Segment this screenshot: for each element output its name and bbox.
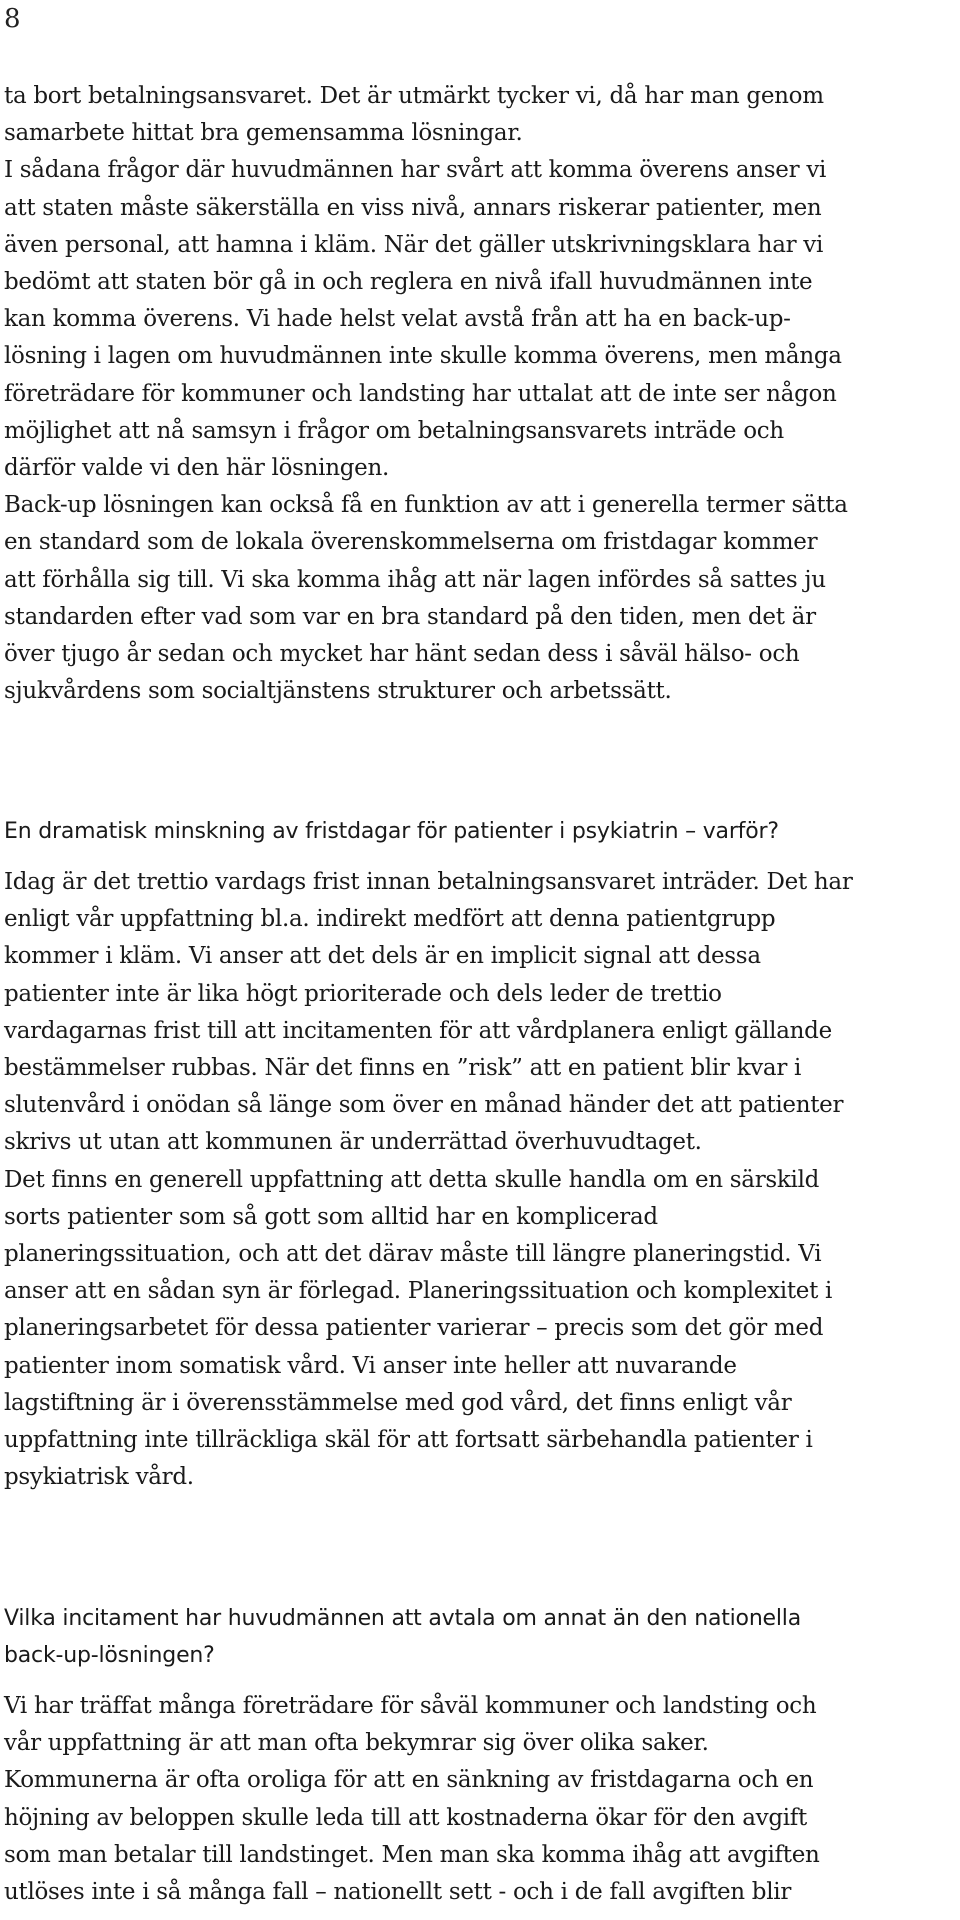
text-line: Idag är det trettio vardags frist innan betalningsansvaret inträder. Det har	[4, 869, 853, 895]
text-line: vår uppfattning är att man ofta bekymrar sig över olika saker.	[4, 1730, 709, 1757]
text-line: därför valde vi den här lösningen.	[4, 455, 390, 482]
text-line: Back-up lösningen kan också få en funktion av att i generella termer sätta	[4, 492, 848, 519]
text-line: sjukvårdens som socialtjänstens strukturer och arbetssätt.	[4, 678, 672, 705]
text-line: bedömt att staten bör gå in och reglera en nivå ifall huvudmännen inte	[4, 269, 813, 296]
paragraph-section-2	[4, 864, 853, 1496]
text-line: enligt vår uppfattning bl.a. indirekt medfört att denna patientgrupp	[4, 906, 776, 933]
text-line: att staten måste säkerställa en viss nivå, annars riskerar patienter, men	[4, 194, 822, 221]
paragraph-section-3	[4, 1688, 820, 1911]
text-line: en standard som de lokala överenskommelserna om fristdagar kommer	[4, 529, 818, 556]
text-line: kommer i kläm. Vi anser att det dels är en implicit signal att dessa	[4, 943, 761, 970]
text-line: bestämmelser rubbas. När det finns en ”risk” att en patient blir kvar i	[4, 1055, 802, 1082]
page-number: 8	[4, 4, 21, 34]
section-heading-1: En dramatisk minskning av fristdagar för patienter i psykiatrin – varför?	[4, 819, 779, 844]
text-line: skrivs ut utan att kommunen är underrättad överhuvudtaget.	[4, 1129, 702, 1156]
text-line: patienter inte är lika högt prioriterade och dels leder de trettio	[4, 980, 722, 1007]
text-line: I sådana frågor där huvudmännen har svårt att komma överens anser vi	[4, 157, 827, 184]
text-line: Vi har träffat många företrädare för såväl kommuner och landsting och	[4, 1693, 817, 1719]
text-line: företrädare för kommuner och landsting har uttalat att de inte ser någon	[4, 380, 837, 407]
heading-line: Vilka incitament har huvudmännen att avtala om annat än den nationella	[4, 1606, 802, 1631]
text-line: patienter inom somatisk vård. Vi anser inte heller att nuvarande	[4, 1352, 737, 1379]
section-heading-2	[4, 1600, 801, 1674]
text-line: möjlighet att nå samsyn i frågor om betalningsansvarets inträde och	[4, 417, 784, 444]
text-line: anser att en sådan syn är förlegad. Planeringssituation och komplexitet i	[4, 1278, 833, 1305]
text-line: sorts patienter som så gott som alltid har en komplicerad	[4, 1203, 658, 1230]
text-line: lagstiftning är i överensstämmelse med god vård, det finns enligt vår	[4, 1389, 792, 1416]
paragraph-section-1	[4, 78, 848, 710]
text-line: utlöses inte i så många fall – nationellt sett - och i de fall avgiften blir	[4, 1879, 792, 1906]
text-line: planeringssituation, och att det därav måste till längre planeringstid. Vi	[4, 1241, 822, 1268]
text-line: över tjugo år sedan och mycket har hänt sedan dess i såväl hälso- och	[4, 641, 800, 668]
heading-line: back-up-lösningen?	[4, 1643, 215, 1668]
text-line: som man betalar till landstinget. Men man ska komma ihåg att avgiften	[4, 1841, 820, 1868]
text-line: höjning av beloppen skulle leda till att kostnaderna ökar för den avgift	[4, 1804, 807, 1831]
text-line: standarden efter vad som var en bra standard på den tiden, men det är	[4, 603, 816, 630]
text-line: kan komma överens. Vi hade helst velat avstå från att ha en back-up-	[4, 306, 791, 333]
text-line: psykiatrisk vård.	[4, 1464, 194, 1491]
text-line: samarbete hittat bra gemensamma lösningar.	[4, 120, 523, 147]
text-line: uppfattning inte tillräckliga skäl för att fortsatt särbehandla patienter i	[4, 1427, 813, 1454]
text-line: lösning i lagen om huvudmännen inte skulle komma överens, men många	[4, 343, 842, 370]
text-line: att förhålla sig till. Vi ska komma ihåg att när lagen infördes så sattes ju	[4, 566, 826, 593]
text-line: planeringsarbetet för dessa patienter varierar – precis som det gör med	[4, 1315, 824, 1342]
text-line: Det finns en generell uppfattning att detta skulle handla om en särskild	[4, 1166, 820, 1193]
text-line: ta bort betalningsansvaret. Det är utmärkt tycker vi, då har man genom	[4, 83, 824, 109]
text-line: vardagarnas frist till att incitamenten för att vårdplanera enligt gällande	[4, 1017, 832, 1044]
text-line: slutenvård i onödan så länge som över en månad händer det att patienter	[4, 1092, 844, 1119]
text-line: även personal, att hamna i kläm. När det gäller utskrivningsklara har vi	[4, 231, 824, 258]
text-line: Kommunerna är ofta oroliga för att en sänkning av fristdagarna och en	[4, 1767, 814, 1794]
